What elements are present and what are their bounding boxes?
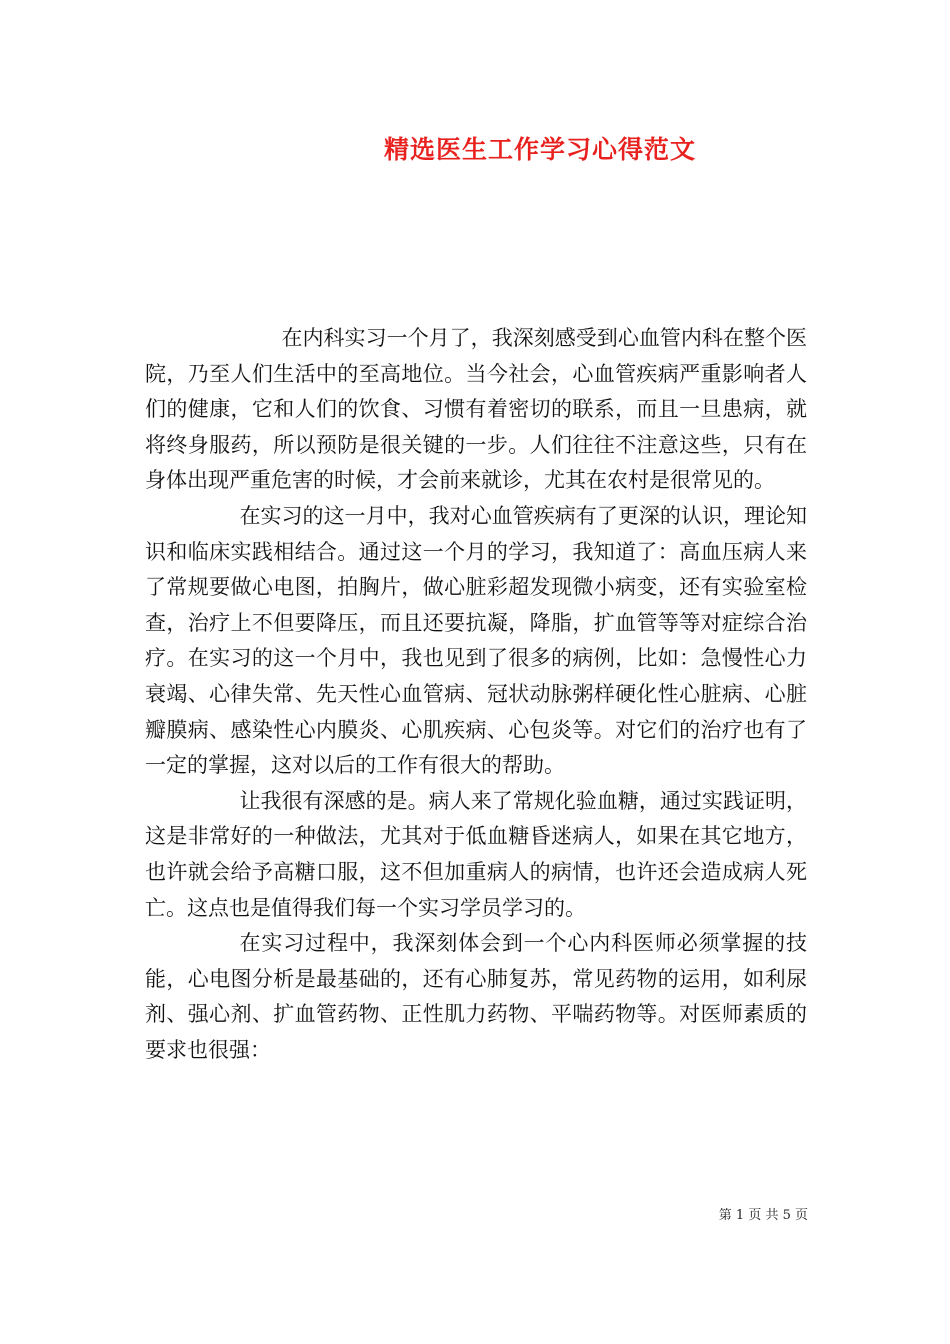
document-title: 精选医生工作学习心得范文 xyxy=(383,135,696,164)
paragraph-1: 在内科实习一个月了，我深刻感受到心血管内科在整个医院，乃至人们生活中的至高地位。当今社会，心血管疾病严重影响者人们的健康，它和人们的饮食、习惯有着密切的联系，而且一旦患病，就将终身服药，所以预防是很关键的一步。人们往往不注意这些，只有在身体出现严重危害的时候，才会前来就诊，尤其在农村是很常见的。 xyxy=(145,326,807,493)
paragraph-2: 在实习的这一月中，我对心血管疾病有了更深的认识，理论知识和临床实践相结合。通过这一个月的学习，我知道了：高血压病人来了常规要做心电图，拍胸片，做心脏彩超发现微小病变，还有实验室检查，治疗上不但要降压，而且还要抗凝，降脂，扩血管等等对症综合治疗。在实习的这一个月中，我也见到了很多的病例，比如：急慢性心力衰竭、心律失常、先天性心血管病、冠状动脉粥样硬化性心脏病、心脏瓣膜病、感染性心内膜炎、心肌疾病、心包炎等。对它们的治疗也有了一定的掌握，这对以后的工作有很大的帮助。 xyxy=(145,503,807,778)
paragraph-4: 在实习过程中，我深刻体会到一个心内科医师必须掌握的技能，心电图分析是最基础的，还有心肺复苏，常见药物的运用，如利尿剂、强心剂、扩血管药物、正性肌力药物、平喘药物等。对医师素质的要求也很强： xyxy=(145,931,807,1062)
paragraph-3: 让我很有深感的是。病人来了常规化验血糖，通过实践证明，这是非常好的一种做法，尤其对于低血糖昏迷病人，如果在其它地方，也许就会给予高糖口服，这不但加重病人的病情，也许还会造成病人死亡。这点也是值得我们每一个实习学员学习的。 xyxy=(145,788,807,920)
document-body xyxy=(145,321,807,1068)
page-number-footer: 第 1 页 共 5 页 xyxy=(718,1208,808,1223)
